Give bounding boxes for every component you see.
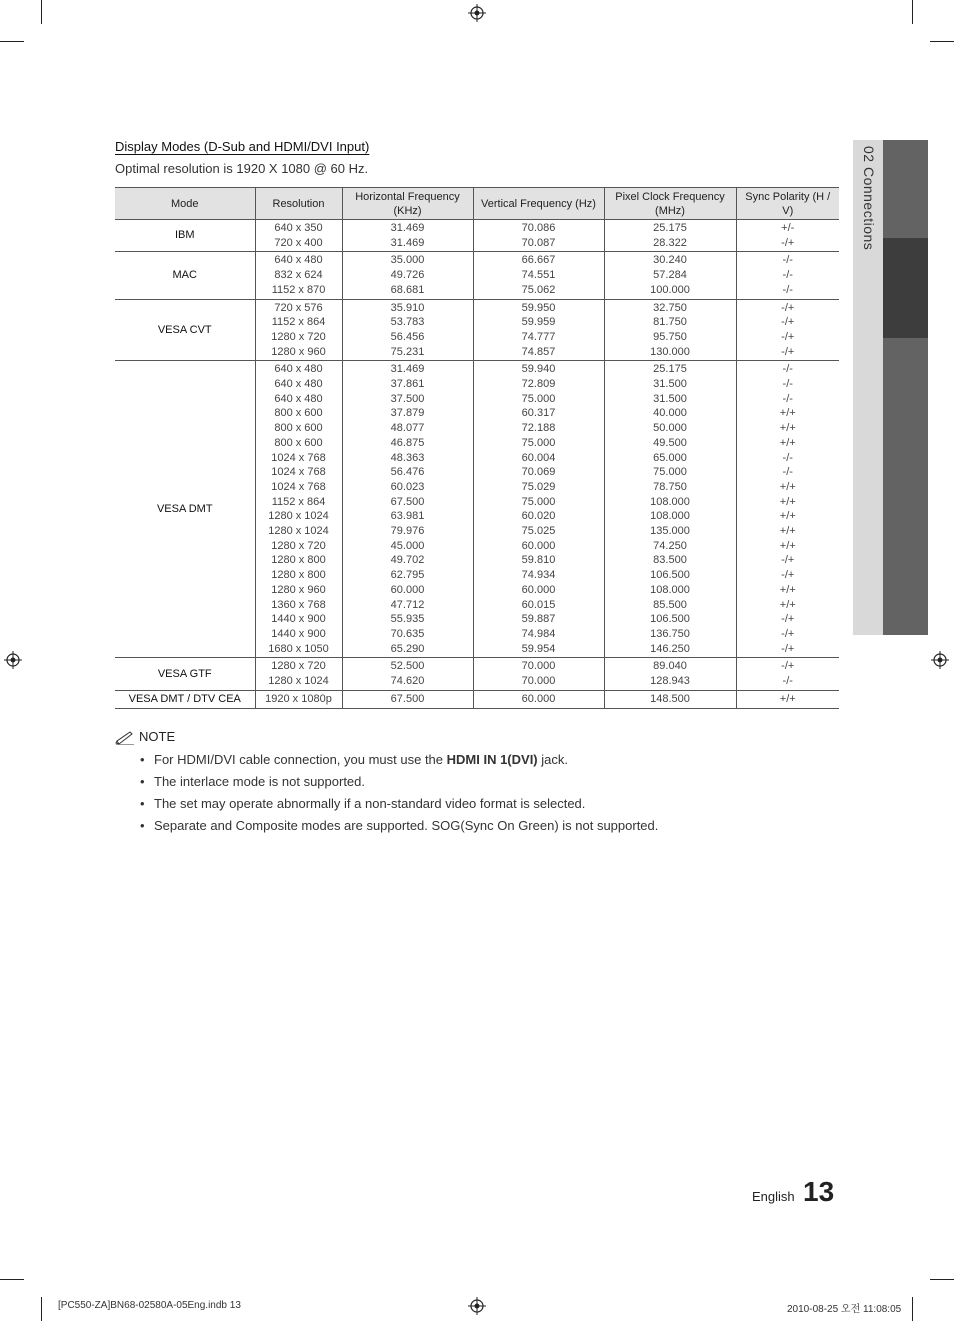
cell-value: 37.861 (390, 378, 425, 391)
cell-value: 31.500 (653, 378, 687, 391)
optimal-resolution-text: Optimal resolution is 1920 X 1080 @ 60 Hz. (115, 161, 369, 176)
cell-value: 72.188 (521, 422, 556, 435)
cell-value: -/- (782, 451, 793, 464)
cell-value: 66.667 (521, 254, 556, 267)
pixel-clock-cell (604, 299, 736, 361)
cell-value: 1680 x 1050 (268, 642, 329, 655)
cell-value: 75.000 (521, 495, 556, 508)
cell-value: -/- (782, 378, 793, 391)
table-row (115, 220, 839, 252)
cell-value: 40.000 (653, 407, 687, 420)
file-info: [PC550-ZA]BN68-02580A-05Eng.indb 13 (58, 1300, 241, 1311)
cell-value: 1280 x 800 (271, 554, 326, 567)
cell-value: -/+ (781, 236, 795, 249)
cell-value: 60.000 (521, 583, 556, 596)
cell-value: 75.025 (521, 525, 556, 538)
cell-value: 57.284 (653, 269, 687, 282)
mode-cell: VESA GTF (115, 658, 255, 690)
cell-value: 72.809 (521, 378, 556, 391)
cell-value: 74.551 (521, 269, 556, 282)
cell-value: +/+ (779, 583, 796, 596)
cell-value: 70.086 (521, 222, 556, 234)
cell-value: 74.250 (653, 539, 687, 552)
resolution-cell (255, 299, 342, 361)
table-row (115, 690, 839, 708)
cell-value: -/- (782, 283, 793, 296)
cell-value: 59.810 (521, 554, 556, 567)
table-header-row (115, 188, 839, 220)
cell-value: 49.500 (653, 436, 687, 449)
cell-value: 640 x 480 (274, 378, 323, 391)
cell-value: 1152 x 870 (271, 283, 326, 296)
cell-value: 45.000 (390, 539, 425, 552)
vertical-frequency-cell (473, 299, 604, 361)
cell-value: 1024 x 768 (271, 466, 326, 479)
crop-mark (41, 1297, 42, 1321)
note-item: • The set may operate abnormally if a non-standard video format is selected. (140, 794, 658, 816)
mode-cell: VESA DMT (115, 361, 255, 658)
horizontal-frequency-cell (342, 252, 473, 299)
cell-value: 68.681 (390, 283, 425, 296)
cell-value: 136.750 (650, 627, 690, 640)
cell-value: -/+ (781, 316, 795, 329)
cell-value: 800 x 600 (274, 407, 323, 420)
cell-value: 70.000 (521, 675, 556, 688)
cell-value: +/+ (779, 539, 796, 552)
cell-value: 50.000 (653, 422, 687, 435)
cell-value: 35.910 (390, 301, 425, 314)
registration-mark-icon (931, 651, 949, 669)
cell-value: 74.620 (390, 675, 425, 688)
cell-value: 720 x 576 (274, 301, 323, 314)
crop-mark (912, 1297, 913, 1321)
mode-cell: MAC (115, 252, 255, 299)
cell-value: 1280 x 720 (271, 539, 326, 552)
cell-value: -/- (782, 363, 793, 376)
cell-value: 37.879 (390, 407, 425, 420)
cell-value: 1280 x 720 (271, 330, 326, 343)
cell-value: 85.500 (653, 598, 687, 611)
cell-value: 60.000 (390, 583, 425, 596)
cell-value: 108.000 (650, 510, 690, 523)
cell-value: 55.935 (390, 613, 425, 626)
cell-value: 56.476 (390, 466, 425, 479)
pixel-clock-cell (604, 220, 736, 252)
resolution-cell (255, 220, 342, 252)
cell-value: 62.795 (390, 569, 425, 582)
cell-value: 100.000 (650, 283, 690, 296)
cell-value: 35.000 (390, 254, 425, 267)
crop-mark (0, 41, 24, 42)
cell-value: -/+ (781, 330, 795, 343)
cell-value: 65.000 (653, 451, 687, 464)
cell-value: 37.500 (390, 392, 425, 405)
cell-value: 60.317 (521, 407, 556, 420)
cell-value: 1024 x 768 (271, 451, 326, 464)
cell-value: 108.000 (650, 495, 690, 508)
cell-value: 56.456 (390, 330, 425, 343)
cell-value: 46.875 (390, 436, 425, 449)
resolution-cell (255, 690, 342, 708)
cell-value: 30.240 (653, 254, 687, 267)
sync-polarity-cell (736, 658, 839, 690)
vertical-frequency-cell (473, 658, 604, 690)
crop-mark (912, 0, 913, 24)
cell-value: 106.500 (650, 613, 690, 626)
cell-value: 49.702 (390, 554, 425, 567)
cell-value: 31.500 (653, 392, 687, 405)
mode-cell: IBM (115, 220, 255, 252)
cell-value: +/+ (779, 598, 796, 611)
cell-value: 60.023 (390, 480, 425, 493)
cell-value: -/- (782, 254, 793, 267)
resolution-cell (255, 658, 342, 690)
cell-value: 1280 x 1024 (268, 510, 329, 523)
cell-value: 1280 x 960 (271, 583, 326, 596)
cell-value: 75.000 (521, 436, 556, 449)
cell-value: 47.712 (390, 598, 425, 611)
cell-value: 32.750 (653, 301, 687, 314)
cell-value: 31.469 (390, 222, 425, 234)
resolution-cell (255, 252, 342, 299)
cell-value: 74.777 (521, 330, 556, 343)
chapter-label: 02 Connections (861, 146, 877, 251)
registration-mark-icon (468, 1297, 486, 1315)
cell-value: 130.000 (650, 345, 690, 358)
header-resolution: Resolution (255, 188, 342, 220)
cell-value: -/+ (781, 660, 795, 673)
cell-value: -/+ (781, 554, 795, 567)
cell-value: 75.029 (521, 480, 556, 493)
cell-value: +/+ (779, 692, 796, 705)
cell-value: 59.950 (521, 301, 556, 314)
cell-value: 1280 x 720 (271, 660, 326, 673)
header-sync-polarity: Sync Polarity (H / V) (736, 188, 839, 220)
cell-value: 128.943 (650, 675, 690, 688)
crop-mark (930, 41, 954, 42)
pixel-clock-cell (604, 361, 736, 658)
note-item-emphasis: HDMI IN 1(DVI) (446, 752, 538, 767)
sync-polarity-cell (736, 252, 839, 299)
cell-value: 135.000 (650, 525, 690, 538)
cell-value: -/+ (781, 613, 795, 626)
cell-value: 89.040 (653, 660, 687, 673)
cell-value: 70.635 (390, 627, 425, 640)
table-row (115, 252, 839, 299)
cell-value: +/+ (779, 495, 796, 508)
header-pixel-clock: Pixel Clock Frequency (MHz) (604, 188, 736, 220)
note-item: • For HDMI/DVI cable connection, you must use the HDMI IN 1(DVI) jack. (140, 750, 658, 772)
cell-value: 31.469 (390, 236, 425, 249)
cell-value: 48.077 (390, 422, 425, 435)
cell-value: 148.500 (650, 692, 690, 705)
cell-value: 1280 x 800 (271, 569, 326, 582)
cell-value: 25.175 (653, 222, 687, 234)
mode-cell: VESA DMT / DTV CEA (115, 690, 255, 708)
cell-value: -/- (782, 466, 793, 479)
cell-value: 78.750 (653, 480, 687, 493)
resolution-cell (255, 361, 342, 658)
cell-value: -/+ (781, 301, 795, 314)
header-horizontal-frequency: Horizontal Frequency (KHz) (342, 188, 473, 220)
cell-value: 640 x 350 (274, 222, 323, 234)
cell-value: 800 x 600 (274, 436, 323, 449)
cell-value: 70.000 (521, 660, 556, 673)
side-tab-top (883, 140, 928, 238)
cell-value: 53.783 (390, 316, 425, 329)
cell-value: 52.500 (390, 660, 425, 673)
cell-value: 75.000 (653, 466, 687, 479)
header-vertical-frequency: Vertical Frequency (Hz) (473, 188, 604, 220)
cell-value: 74.984 (521, 627, 556, 640)
cell-value: 1024 x 768 (271, 480, 326, 493)
cell-value: 63.981 (390, 510, 425, 523)
page-language: English (752, 1189, 795, 1204)
note-list (140, 750, 658, 838)
cell-value: 75.000 (521, 392, 556, 405)
cell-value: +/+ (779, 422, 796, 435)
side-tab-active (883, 238, 928, 338)
cell-value: 75.062 (521, 283, 556, 296)
cell-value: -/+ (781, 345, 795, 358)
cell-value: +/+ (779, 525, 796, 538)
pencil-note-icon (115, 731, 135, 745)
cell-value: 31.469 (390, 363, 425, 376)
cell-value: 60.000 (521, 539, 556, 552)
sync-polarity-cell (736, 299, 839, 361)
mode-cell: VESA CVT (115, 299, 255, 361)
cell-value: 28.322 (653, 236, 687, 249)
cell-value: 49.726 (390, 269, 425, 282)
cell-value: -/- (782, 392, 793, 405)
cell-value: 67.500 (390, 692, 425, 705)
cell-value: -/+ (781, 642, 795, 655)
pixel-clock-cell (604, 252, 736, 299)
cell-value: 25.175 (653, 363, 687, 376)
cell-value: 146.250 (650, 642, 690, 655)
horizontal-frequency-cell (342, 658, 473, 690)
cell-value: 60.004 (521, 451, 556, 464)
table-row (115, 299, 839, 361)
cell-value: +/+ (779, 407, 796, 420)
vertical-frequency-cell (473, 361, 604, 658)
cell-value: 81.750 (653, 316, 687, 329)
cell-value: 640 x 480 (274, 363, 323, 376)
horizontal-frequency-cell (342, 299, 473, 361)
cell-value: 79.976 (390, 525, 425, 538)
crop-mark (41, 0, 42, 24)
vertical-frequency-cell (473, 220, 604, 252)
registration-mark-icon (468, 4, 486, 22)
pixel-clock-cell (604, 658, 736, 690)
registration-mark-icon (4, 651, 22, 669)
pixel-clock-cell (604, 690, 736, 708)
note-item: • The interlace mode is not supported. (140, 772, 658, 794)
table-row (115, 361, 839, 658)
cell-value: 67.500 (390, 495, 425, 508)
horizontal-frequency-cell (342, 220, 473, 252)
cell-value: 59.887 (521, 613, 556, 626)
sync-polarity-cell (736, 220, 839, 252)
cell-value: 75.231 (390, 345, 425, 358)
cell-value: +/+ (779, 510, 796, 523)
cell-value: 832 x 624 (274, 269, 323, 282)
cell-value: -/+ (781, 627, 795, 640)
cell-value: 1360 x 768 (271, 598, 326, 611)
cell-value: 720 x 400 (274, 236, 323, 249)
crop-mark (930, 1279, 954, 1280)
cell-value: 1152 x 864 (271, 316, 326, 329)
cell-value: 1152 x 864 (271, 495, 326, 508)
cell-value: 640 x 480 (274, 392, 323, 405)
cell-value: -/- (782, 269, 793, 282)
note-heading (115, 729, 175, 745)
cell-value: 60.020 (521, 510, 556, 523)
page-number: 13 (803, 1176, 835, 1207)
cell-value: 59.954 (521, 642, 556, 655)
cell-value: 95.750 (653, 330, 687, 343)
cell-value: 106.500 (650, 569, 690, 582)
header-mode: Mode (115, 188, 255, 220)
cell-value: 640 x 480 (274, 254, 323, 267)
cell-value: 48.363 (390, 451, 425, 464)
cell-value: 65.290 (390, 642, 425, 655)
sync-polarity-cell (736, 361, 839, 658)
cell-value: 1440 x 900 (271, 627, 326, 640)
cell-value: 1280 x 1024 (268, 675, 329, 688)
cell-value: +/+ (779, 436, 796, 449)
table-row (115, 658, 839, 690)
cell-value: 70.087 (521, 236, 556, 249)
cell-value: 1440 x 900 (271, 613, 326, 626)
sync-polarity-cell (736, 690, 839, 708)
cell-value: 1920 x 1080p (265, 692, 332, 705)
cell-value: 1280 x 1024 (268, 525, 329, 538)
table-body (115, 220, 839, 709)
cell-value: 60.015 (521, 598, 556, 611)
cell-value: 59.940 (521, 363, 556, 376)
cell-value: 59.959 (521, 316, 556, 329)
cell-value: +/+ (779, 480, 796, 493)
crop-mark (0, 1279, 24, 1280)
horizontal-frequency-cell (342, 690, 473, 708)
display-modes-table (115, 187, 839, 709)
cell-value: 74.934 (521, 569, 556, 582)
cell-value: 70.069 (521, 466, 556, 479)
cell-value: 800 x 600 (274, 422, 323, 435)
date-info: 2010-08-25 오전 11:08:05 (787, 1304, 902, 1315)
side-tab-bottom (883, 338, 928, 635)
section-title: Display Modes (D-Sub and HDMI/DVI Input) (115, 139, 370, 154)
vertical-frequency-cell (473, 690, 604, 708)
cell-value: 74.857 (521, 345, 556, 358)
cell-value: -/+ (781, 569, 795, 582)
cell-value: -/- (782, 675, 793, 688)
cell-value: 83.500 (653, 554, 687, 567)
horizontal-frequency-cell (342, 361, 473, 658)
cell-value: 108.000 (650, 583, 690, 596)
cell-value: +/- (781, 222, 795, 234)
vertical-frequency-cell (473, 252, 604, 299)
note-label: NOTE (139, 729, 176, 744)
cell-value: 1280 x 960 (271, 345, 326, 358)
note-item: • Separate and Composite modes are supported. SOG(Sync On Green) is not supported. (140, 816, 658, 838)
cell-value: 60.000 (521, 692, 556, 705)
